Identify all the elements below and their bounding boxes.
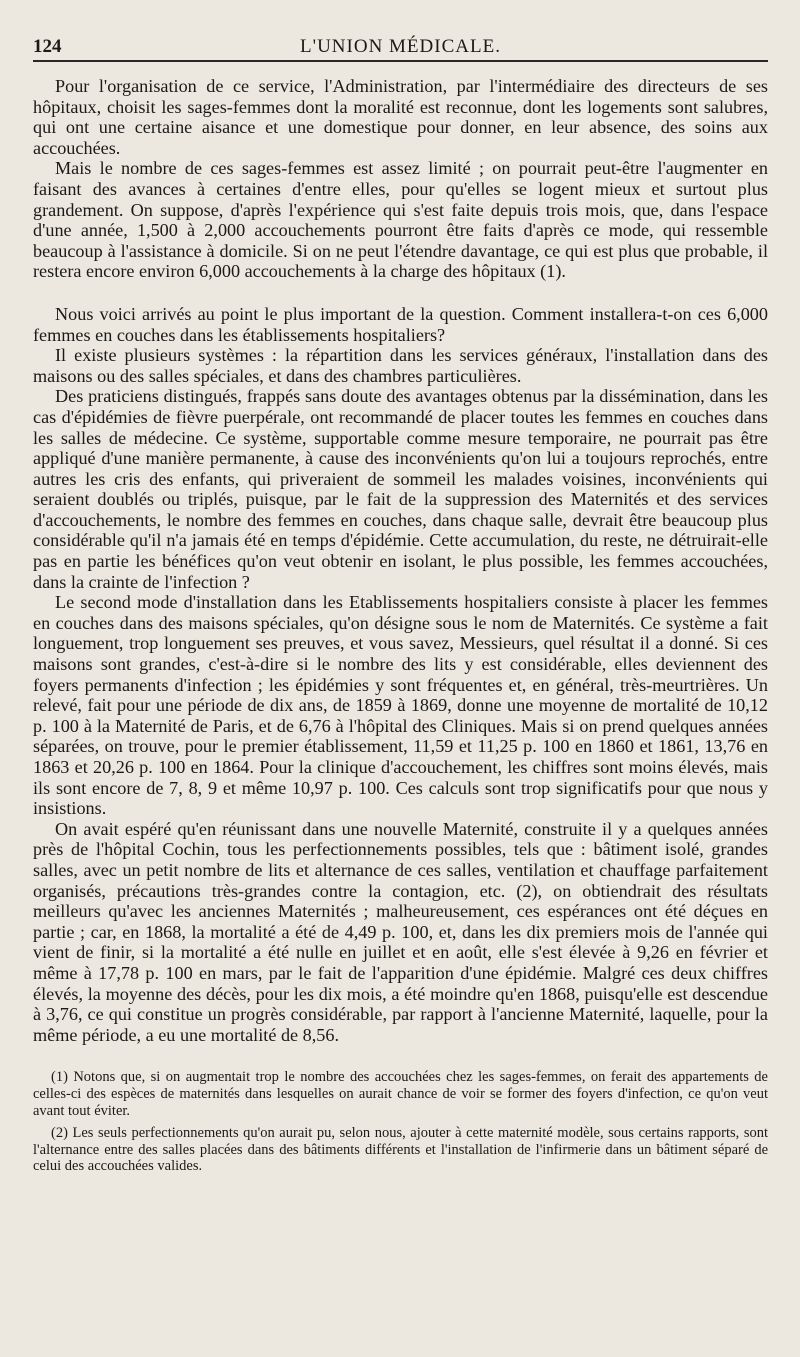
paragraph: Nous voici arrivés au point le plus important de la question. Comment installera-t-on ces 6,000 femmes en couches dans les établissements hospitaliers?	[33, 303, 768, 345]
paragraph: Mais le nombre de ces sages-femmes est assez limité ; on pourrait peut-être l'augmenter en faisant des avances à certaines d'entre elles, pour qu'elles se logent mieux et surtout plus grandement. On suppose, d'après l'expérience qui s'est faite depuis trois mois, que, dans l'espace d'une année, 1,500 à 2,000 accouchements pourront être faits d'après ce mode, qui ressemble beaucoup à l'assistance à domicile. Si on ne peut l'étendre davantage, ce qui est plus que probable, il restera encore environ 6,000 accouchements à la charge des hôpitaux (1).	[33, 158, 768, 282]
page-header	[33, 34, 768, 62]
paragraph: Pour l'organisation de ce service, l'Administration, par l'intermédiaire des directeurs de ses hôpitaux, choisit les sages-femmes dont la moralité est reconnue, dont les logements sont salubres, qui ont une certaine aisance et une domestique pour donner, en leur absence, des soins aux accouchées.	[33, 76, 768, 158]
running-title: L'UNION MÉDICALE.	[300, 36, 501, 57]
paragraph: On avait espéré qu'en réunissant dans une nouvelle Maternité, construite il y a quelques années près de l'hôpital Cochin, tous les perfectionnements possibles, tels que : bâtiment isolé, grandes salles, avec un petit nombre de lits et alternance de ces salles, ventilation et chauffage parfaitement organisés, précautions très-grandes contre la contagion, etc. (2), on obtiendrait des résultats meilleurs qu'avec les anciennes Maternités ; malheureusement, ces espérances ont été déçues en partie ; car, en 1868, la mortalité a été de 4,49 p. 100, et, dans les dix premiers mois de l'année qui vient de finir, si la mortalité a été nulle en juillet et en août, elle s'est élevée à 9,26 en février et même à 17,78 p. 100 en mars, par le fait de l'apparition d'une épidémie. Malgré ces deux chiffres élevés, la moyenne des décès, pour les dix mois, a été moindre qu'en 1868, puisqu'elle est descendue à 3,76, ce qui constitue un progrès considérable, par rapport à l'ancienne Maternité, laquelle, pour la même période, a eu une mortalité de 8,56.	[33, 818, 768, 1045]
body-text	[33, 76, 768, 1045]
footnote: (1) Notons que, si on augmentait trop le nombre des accouchées chez les sages-femmes, on ferait des appartements de celles-ci des espèces de maternités dans lesquelles on aurait chance de voir se former des foyers d'infection, ce qu'on veut avant tout éviter.	[33, 1069, 768, 1119]
paragraph: Il existe plusieurs systèmes : la répartition dans les services généraux, l'installation dans des maisons ou des salles spéciales, et dans des chambres particulières.	[33, 345, 768, 386]
page-number: 124	[33, 36, 62, 57]
footnotes	[33, 1069, 768, 1175]
footnote: (2) Les seuls perfectionnements qu'on aurait pu, selon nous, ajouter à cette maternité modèle, sous certains rapports, sont l'alternance entre des salles placées dans des bâtiments différents et l'installation de l'infirmerie dans un bâtiment séparé de celui des accouchées valides.	[33, 1125, 768, 1175]
paragraph: Le second mode d'installation dans les Etablissements hospitaliers consiste à placer les femmes en couches dans des maisons spéciales, qu'on désigne sous le nom de Maternités. Ce système a fait longuement, trop longuement ses preuves, et vous savez, Messieurs, quel résultat il a donné. Si ces maisons sont grandes, c'est-à-dire si le nombre des lits y est considérable, elles deviennent des foyers permanents d'infection ; les épidémies y sont fréquentes et, en général, très-meurtrières. Un relevé, fait pour une période de dix ans, de 1859 à 1869, donne une moyenne de mortalité de 10,12 p. 100 à la Maternité de Paris, et de 6,76 à l'hôpital des Cliniques. Mais si on prend quelques années séparées, on trouve, pour le premier établissement, 11,59 et 11,25 p. 100 en 1860 et 1861, 13,76 en 1863 et 20,26 p. 100 en 1864. Pour la clinique d'accouchement, les chiffres sont moins élevés, mais ils sont encore de 7, 8, 9 et même 10,97 p. 100. Ces calculs sont trop significatifs pour que nous y insistions.	[33, 592, 768, 819]
paragraph: Des praticiens distingués, frappés sans doute des avantages obtenus par la dissémination, dans les cas d'épidémies de fièvre puerpérale, ont recommandé de placer toutes les femmes en couches dans les salles de médecine. Ce système, supportable comme mesure temporaire, ne pourrait pas être appliqué d'une manière permanente, à cause des inconvénients qu'on lui a toujours reprochés, entre autres les cris des enfants, qui priveraient de sommeil les malades voisines, inconvénients qui seraient doublés ou triplés, puisque, par le fait de la suppression des Maternités et des services d'accouchements, le nombre des femmes en couches, dans chaque salle, devrait être beaucoup plus considérable qu'il n'a jamais été en temps d'épidémie. Cette accumulation, du reste, ne détruirait-elle pas en partie les bénéfices qu'on veut obtenir en isolant, le plus possible, les femmes accouchées, dans la crainte de l'infection ?	[33, 386, 768, 592]
